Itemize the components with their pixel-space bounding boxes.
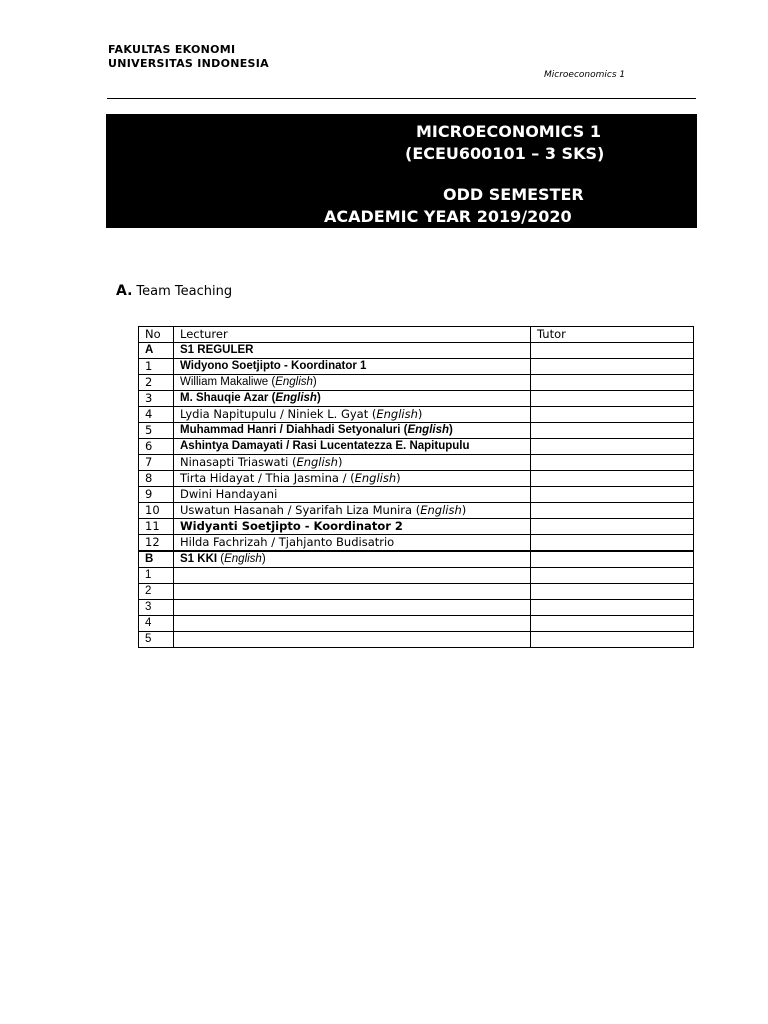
group-a-no: A	[139, 343, 174, 359]
tutor-cell	[531, 391, 694, 407]
header-tutor: Tutor	[531, 327, 694, 343]
language-note: English	[224, 553, 262, 565]
lecturer-name: Lydia Napitupulu / Niniek L. Gyat (	[180, 407, 377, 421]
language-note: English	[407, 424, 450, 436]
table-row	[139, 503, 694, 519]
lecturer-name: Ninasapti Triaswati (	[180, 455, 297, 469]
table-row	[139, 359, 694, 375]
tutor-cell	[531, 584, 694, 600]
lecturer-cell	[174, 455, 531, 471]
lecturer-cell	[174, 632, 531, 648]
row-no: 1	[139, 568, 174, 584]
tutor-cell	[531, 519, 694, 535]
lecturer-cell	[174, 616, 531, 632]
tutor-cell	[531, 503, 694, 519]
close-paren: )	[316, 392, 321, 404]
close-paren: )	[449, 424, 453, 436]
group-b-paren-close: )	[261, 553, 266, 565]
header-rule	[107, 98, 696, 99]
tutor-cell	[531, 359, 694, 375]
group-b-paren-open: (	[217, 553, 225, 565]
table-row	[139, 471, 694, 487]
lecturer-cell: Dwini Handayani	[174, 487, 531, 503]
table-row	[139, 423, 694, 439]
language-note: English	[376, 407, 418, 421]
lecturer-cell	[174, 471, 531, 487]
lecturer-cell: Widyanti Soetjipto - Koordinator 2	[174, 519, 531, 535]
section-heading	[116, 283, 232, 299]
language-note: English	[354, 471, 397, 485]
table-row	[139, 455, 694, 471]
table-row	[139, 632, 694, 648]
title-banner	[106, 114, 697, 228]
table-row	[139, 407, 694, 423]
table-row	[139, 487, 694, 503]
header-no: No	[139, 327, 174, 343]
language-note: English	[420, 503, 462, 517]
team-teaching-table	[138, 326, 694, 648]
section-title: Team Teaching	[136, 284, 233, 299]
table-row	[139, 519, 694, 535]
table-row	[139, 375, 694, 391]
lecturer-name: Uswatun Hasanah / Syarifah Liza Munira (	[180, 503, 421, 517]
tutor-cell	[531, 568, 694, 584]
tutor-cell	[531, 487, 694, 503]
lecturer-cell	[174, 375, 531, 391]
row-no: 8	[139, 471, 174, 487]
row-no: 12	[139, 535, 174, 552]
row-no: 4	[139, 407, 174, 423]
tutor-cell	[531, 600, 694, 616]
lecturer-name: M. Shauqie Azar (	[180, 392, 276, 404]
tutor-cell	[531, 471, 694, 487]
lecturer-cell	[174, 600, 531, 616]
lecturer-cell: Ashintya Damayati / Rasi Lucentatezza E. Napitupulu	[174, 439, 531, 455]
row-no: 11	[139, 519, 174, 535]
tutor-cell	[531, 375, 694, 391]
table-row	[139, 439, 694, 455]
row-no: 2	[139, 375, 174, 391]
table-row	[139, 616, 694, 632]
table-row	[139, 600, 694, 616]
language-note: English	[275, 392, 317, 404]
lecturer-name: William Makaliwe (	[180, 376, 276, 388]
institution-header	[108, 43, 269, 71]
lecturer-name: Muhammad Hanri / Diahhadi Setyonaluri (	[180, 424, 408, 436]
row-no: 9	[139, 487, 174, 503]
lecturer-cell	[174, 423, 531, 439]
tutor-cell	[531, 455, 694, 471]
row-no: 3	[139, 600, 174, 616]
lecturer-cell: Hilda Fachrizah / Tjahjanto Budisatrio	[174, 535, 531, 552]
group-b-row	[139, 551, 694, 568]
close-paren: )	[461, 503, 467, 517]
tutor-cell	[531, 423, 694, 439]
lecturer-cell	[174, 584, 531, 600]
language-note: English	[296, 455, 338, 469]
table-row	[139, 568, 694, 584]
university-name: UNIVERSITAS INDONESIA	[108, 57, 269, 70]
faculty-name: FAKULTAS EKONOMI	[108, 43, 236, 56]
tutor-cell	[531, 343, 694, 359]
academic-year: ACADEMIC YEAR 2019/2020	[324, 207, 572, 226]
group-b-no: B	[139, 551, 174, 568]
row-no: 10	[139, 503, 174, 519]
close-paren: )	[396, 471, 401, 485]
tutor-cell	[531, 616, 694, 632]
section-letter: A.	[116, 283, 133, 299]
table-header-row	[139, 327, 694, 343]
lecturer-cell	[174, 568, 531, 584]
row-no: 2	[139, 584, 174, 600]
tutor-cell	[531, 551, 694, 568]
row-no: 6	[139, 439, 174, 455]
course-name: MICROECONOMICS 1	[416, 122, 601, 141]
semester: ODD SEMESTER	[443, 185, 584, 204]
lecturer-cell: Widyono Soetjipto - Koordinator 1	[174, 359, 531, 375]
lecturer-cell	[174, 407, 531, 423]
row-no: 5	[139, 632, 174, 648]
lecturer-cell	[174, 391, 531, 407]
row-no: 1	[139, 359, 174, 375]
row-no: 5	[139, 423, 174, 439]
lecturer-name: Tirta Hidayat / Thia Jasmina / (	[180, 471, 355, 485]
close-paren: )	[417, 407, 423, 421]
close-paren: )	[312, 376, 317, 388]
row-no: 3	[139, 391, 174, 407]
table-row	[139, 584, 694, 600]
table-row	[139, 391, 694, 407]
row-no: 7	[139, 455, 174, 471]
tutor-cell	[531, 535, 694, 552]
lecturer-cell	[174, 503, 531, 519]
group-b-label-cell	[174, 551, 531, 568]
row-no: 4	[139, 616, 174, 632]
course-code: (ECEU600101 – 3 SKS)	[405, 144, 605, 163]
group-b-label: S1 KKI	[180, 553, 218, 565]
group-a-label: S1 REGULER	[174, 343, 531, 359]
tutor-cell	[531, 407, 694, 423]
language-note: English	[275, 376, 313, 388]
group-a-row	[139, 343, 694, 359]
header-lecturer: Lecturer	[174, 327, 531, 343]
table-row	[139, 535, 694, 552]
running-head: Microeconomics 1	[544, 70, 626, 80]
close-paren: )	[337, 455, 343, 469]
tutor-cell	[531, 439, 694, 455]
tutor-cell	[531, 632, 694, 648]
